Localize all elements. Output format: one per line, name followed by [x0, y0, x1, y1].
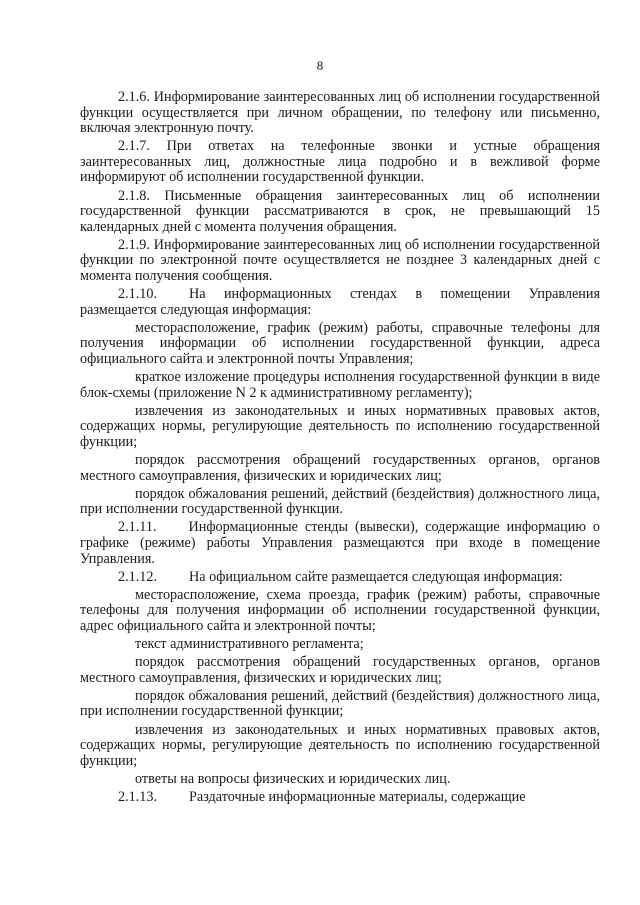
- paragraph-2-1-13: [80, 790, 600, 806]
- paragraph-text: Информирование заинтересованных лиц об исполнении государственной функции осуществляется при личном обращении, по телефону или письменно, включая электронную почту.: [80, 89, 601, 137]
- paragraph-text: Раздаточные информационные материалы, содержащие: [189, 788, 526, 805]
- page-number: 8: [316, 58, 324, 73]
- list-item: порядок рассмотрения обращений государственных органов, органов местного самоуправления, физических и юридических лиц;: [80, 654, 600, 686]
- clause-number: 2.1.13.: [118, 788, 158, 805]
- clause-number: 2.1.8.: [118, 187, 150, 204]
- paragraph-text: Информирование заинтересованных лиц об исполнении государственной функции по электронной почте осуществляется не позднее 3 календарных дней с момента получения сообщения.: [80, 236, 601, 285]
- list-item: порядок обжалования решений, действий (бездействия) должностного лица, при исполнении государственной функции.: [80, 485, 600, 518]
- paragraph-2-1-9: [80, 238, 600, 285]
- list-item: ответы на вопросы физических и юридических лиц.: [135, 770, 451, 787]
- paragraph-2-1-12: [80, 570, 600, 586]
- document-body: [80, 90, 600, 808]
- paragraph-text: При ответах на телефонные звонки и устные обращения заинтересованных лиц, должностные лица подробно и в вежливой форме информируют об исполнении государственной функции.: [80, 138, 600, 186]
- clause-number: 2.1.11.: [118, 519, 157, 536]
- clause-number: 2.1.6.: [118, 89, 150, 105]
- paragraph-text: Письменные обращения заинтересованных лиц об исполнении государственной функции рассматриваются в срок, не превышающий 15 календарных дней с момента получения обращения.: [80, 187, 600, 235]
- paragraph-2-1-8: [80, 189, 600, 236]
- paragraph-2-1-10: [80, 287, 600, 318]
- list-item: извлечения из законодательных и иных нормативных правовых актов, содержащих нормы, регулирующие деятельность по исполнению государственной функции;: [80, 721, 600, 769]
- clause-number: 2.1.7.: [118, 138, 150, 155]
- paragraph-text: На официальном сайте размещается следующая информация:: [189, 568, 563, 585]
- list-item: порядок рассмотрения обращений государственных органов, органов местного самоуправления, физических и юридических лиц;: [80, 452, 600, 484]
- clause-number: 2.1.9.: [118, 236, 150, 253]
- list-item: порядок обжалования решений, действий (бездействия) должностного лица, при исполнении государственной функции;: [80, 687, 600, 720]
- list-item: краткое изложение процедуры исполнения государственной функции в виде блок-схемы (приложение N 2 к административному регламенту);: [80, 369, 600, 401]
- list-item: извлечения из законодательных и иных нормативных правовых актов, содержащих нормы, регулирующие деятельность по исполнению государственной функции;: [80, 402, 600, 450]
- paragraph-text: Информационные стенды (вывески), содержащие информацию о графике (режиме) работы Управления размещаются при входе в помещение Управления.: [80, 519, 600, 567]
- list-item: месторасположение, схема проезда, график (режим) работы, справочные телефоны для получения информации об исполнении государственной функции, адрес официального сайта и электронной почты;: [80, 586, 600, 634]
- paragraph-2-1-7: [80, 139, 600, 186]
- clause-number: 2.1.10.: [118, 286, 158, 303]
- clause-number: 2.1.12.: [118, 568, 158, 585]
- paragraph-2-1-11: [80, 520, 600, 567]
- list-item: текст административного регламента;: [135, 636, 364, 653]
- list-item: месторасположение, график (режим) работы, справочные телефоны для получения информации об исполнении государственной функции, адреса официального сайта и электронной почты Управления;: [80, 319, 600, 367]
- paragraph-text: На информационных стендах в помещении Управления размещается следующая информация:: [80, 286, 600, 318]
- paragraph-2-1-6: [80, 90, 600, 137]
